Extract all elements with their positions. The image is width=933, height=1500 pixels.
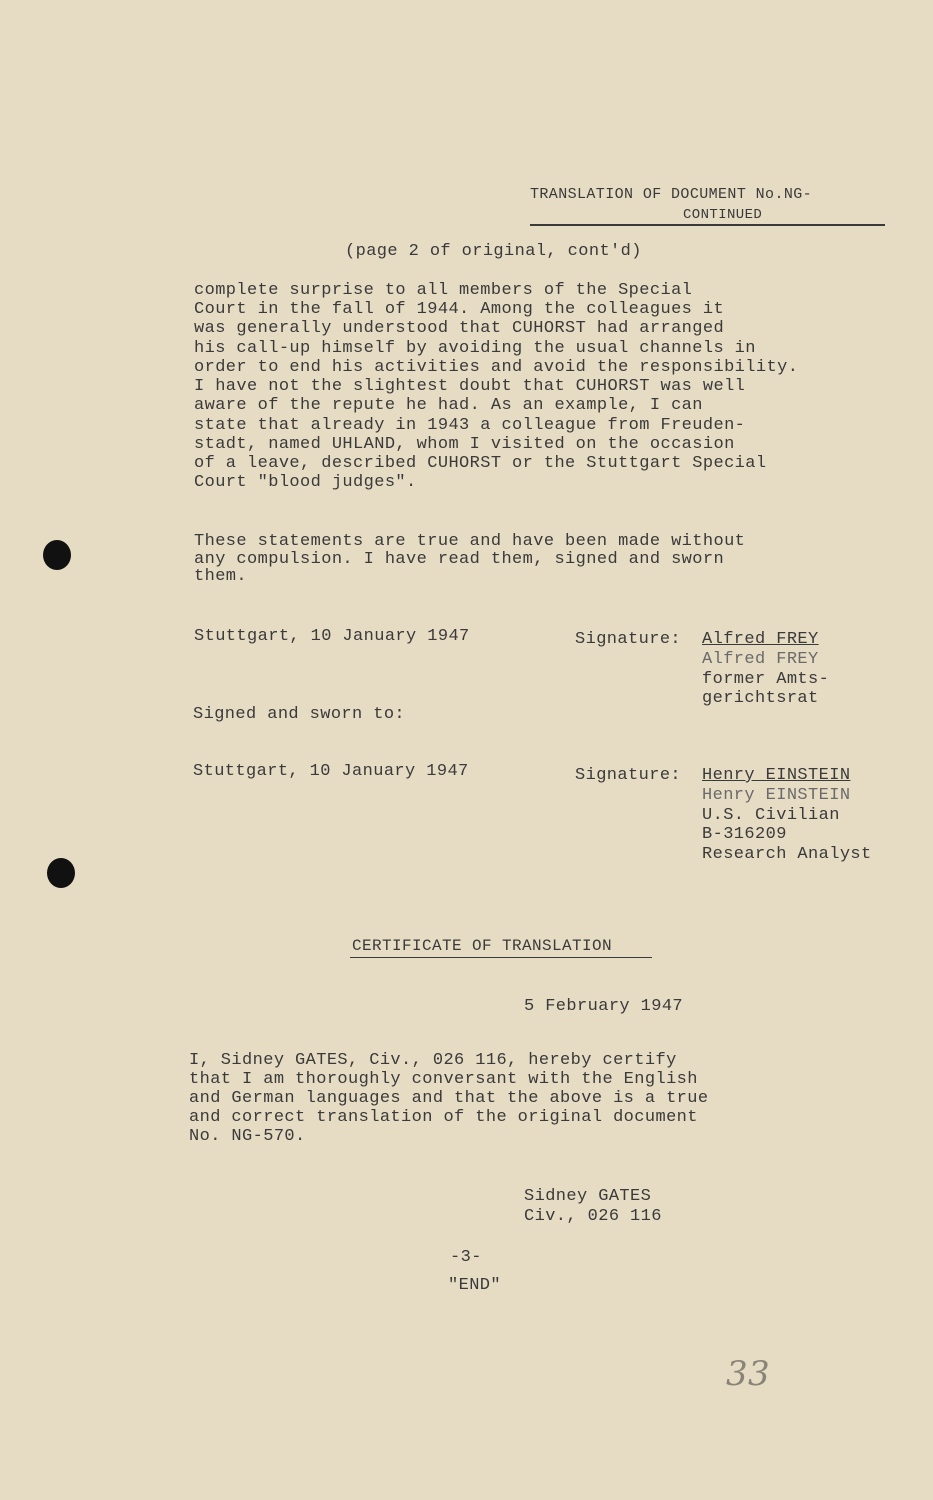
page-note: (page 2 of original, cont'd) [345, 242, 642, 261]
signer-title: Research Analyst [702, 845, 872, 864]
body-line: order to end his activities and avoid the responsibility. [194, 358, 799, 377]
signature-text: Alfred FREY [702, 630, 819, 649]
sworn-label: Signed and sworn to: [193, 705, 406, 724]
body-line: complete surprise to all members of the Special [194, 281, 693, 300]
certificate-date: 5 February 1947 [524, 997, 684, 1016]
certificate-line: that I am thoroughly conversant with the English [189, 1070, 698, 1089]
header-rule [530, 224, 885, 226]
header-title: TRANSLATION OF DOCUMENT No.NG- [530, 186, 813, 203]
handwritten-page-number: 33 [726, 1354, 771, 1394]
signature-label: Signature: [575, 766, 682, 785]
place-date: Stuttgart, 10 January 1947 [193, 762, 469, 781]
certificate-heading-rule [350, 957, 652, 958]
body-line: Court in the fall of 1944. Among the colleagues it [194, 300, 725, 319]
statement-line: any compulsion. I have read them, signed and sworn [194, 550, 725, 569]
signer-title: gerichtsrat [702, 689, 819, 708]
signer-name: Henry EINSTEIN [702, 786, 851, 805]
certificate-heading: CERTIFICATE OF TRANSLATION [352, 937, 613, 955]
certificate-line: I, Sidney GATES, Civ., 026 116, hereby certify [189, 1051, 677, 1070]
signer-title: U.S. Civilian [702, 806, 840, 825]
signature-label: Signature: [575, 630, 682, 649]
body-line: aware of the repute he had. As an example, I can [194, 396, 703, 415]
statement-line: them. [194, 567, 248, 586]
certificate-line: and correct translation of the original document [189, 1108, 698, 1127]
page-number: -3- [450, 1248, 482, 1267]
body-line: of a leave, described CUHORST or the Stuttgart Special [194, 454, 767, 473]
signer-name: Alfred FREY [702, 650, 819, 669]
punch-hole-bottom [47, 858, 75, 888]
signer-title: former Amts- [702, 670, 830, 689]
header-continued: CONTINUED [683, 207, 763, 223]
body-line: was generally understood that CUHORST had arranged [194, 319, 725, 338]
place-date: Stuttgart, 10 January 1947 [194, 627, 470, 646]
body-line: state that already in 1943 a colleague from Freuden- [194, 416, 746, 435]
body-line: I have not the slightest doubt that CUHORST was well [194, 377, 746, 396]
punch-hole-top [43, 540, 71, 570]
end-mark: "END" [448, 1276, 502, 1295]
certificate-line: No. NG-570. [189, 1127, 306, 1146]
body-line: Court "blood judges". [194, 473, 417, 492]
certificate-line: and German languages and that the above is a true [189, 1089, 709, 1108]
signer-title: B-316209 [702, 825, 787, 844]
body-line: his call-up himself by avoiding the usual channels in [194, 339, 756, 358]
body-line: stadt, named UHLAND, whom I visited on the occasion [194, 435, 735, 454]
statement-line: These statements are true and have been made without [194, 532, 746, 551]
signature-text: Henry EINSTEIN [702, 766, 851, 785]
translator-id: Civ., 026 116 [524, 1207, 662, 1226]
translator-name: Sidney GATES [524, 1187, 652, 1206]
